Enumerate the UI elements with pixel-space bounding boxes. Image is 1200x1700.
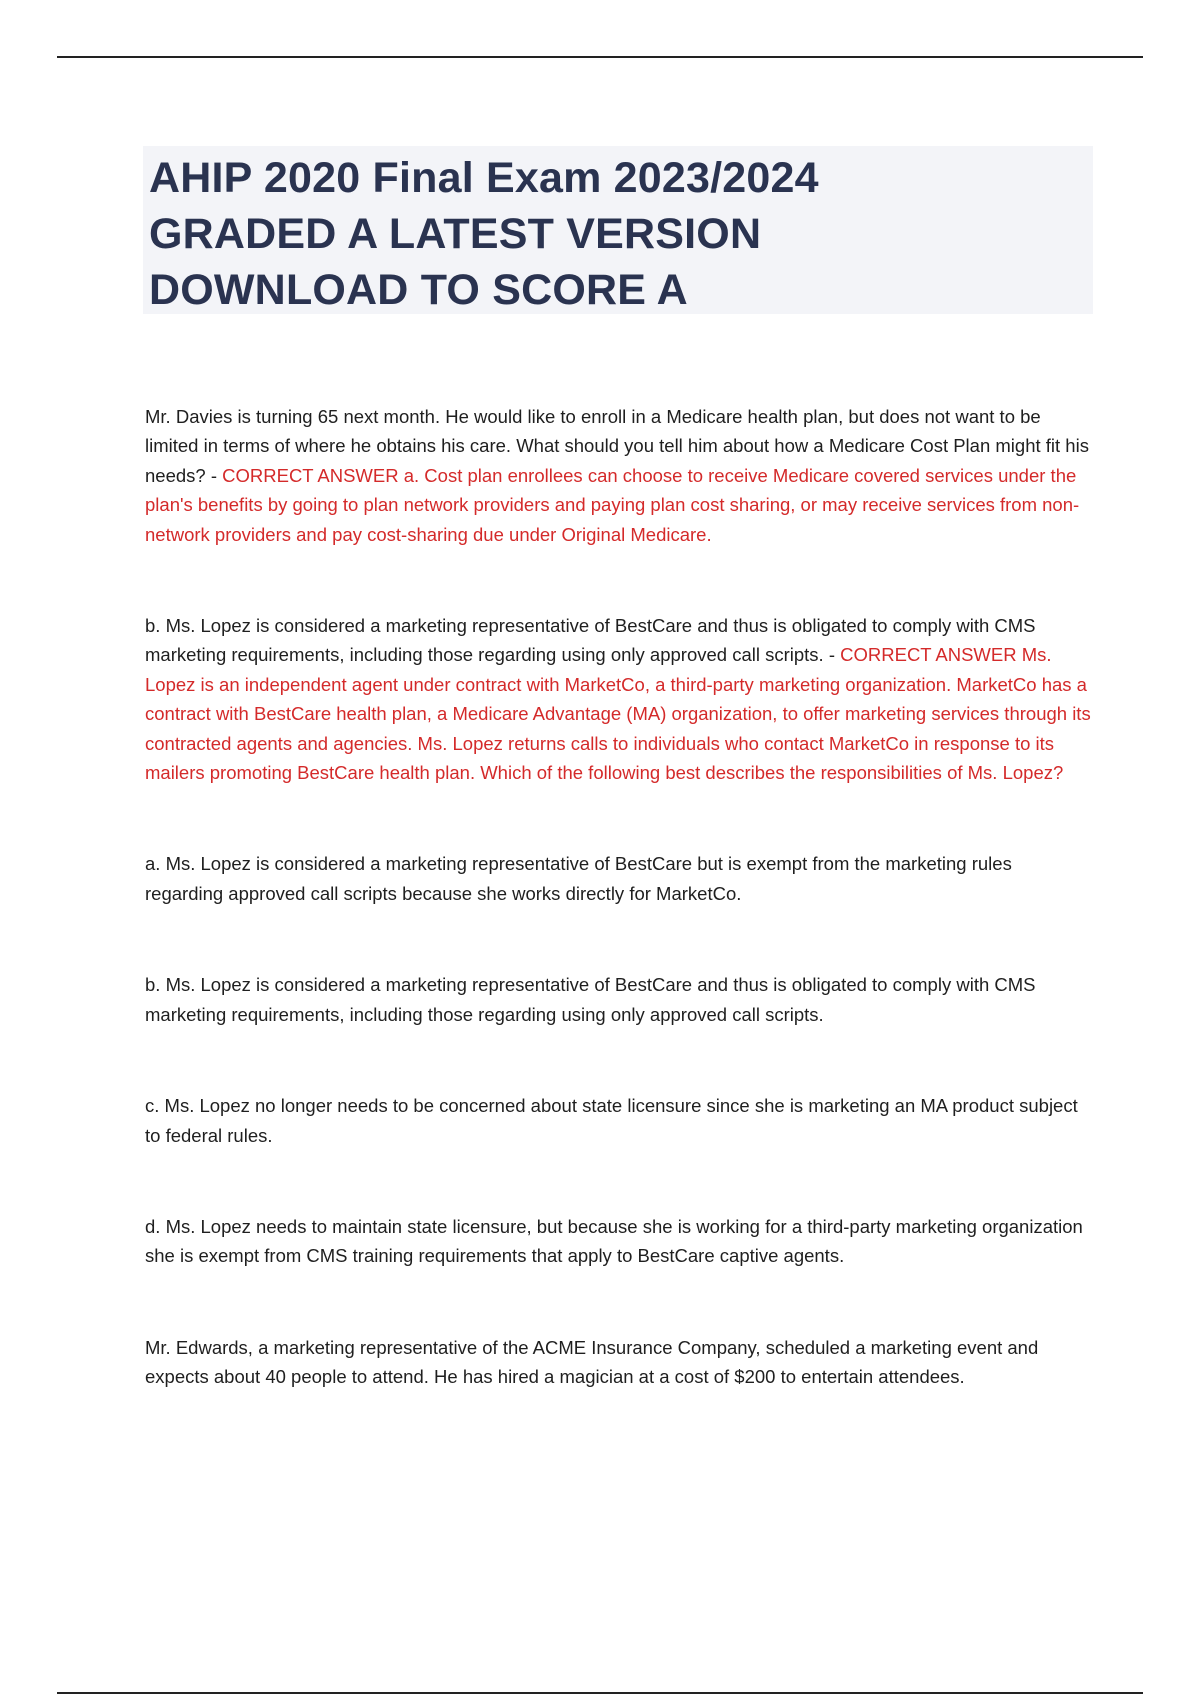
qa-item-1 <box>145 402 1095 549</box>
top-rule <box>57 56 1143 58</box>
document-title <box>149 146 1087 318</box>
title-banner <box>143 146 1093 314</box>
question-text: b. Ms. Lopez is considered a marketing representative of BestCare and thus is obligated to comply with CMS marketing requirements, including those regarding using only approved call scripts. - <box>145 615 1036 666</box>
option-d: d. Ms. Lopez needs to maintain state licensure, but because she is working for a third-party marketing organization she is exempt from CMS training requirements that apply to BestCare captive agents. <box>145 1215 1083 1267</box>
final-question: Mr. Edwards, a marketing representative of the ACME Insurance Company, scheduled a marketing event and expects about 40 people to attend. He has hired a magician at a cost of $200 to entertain attendees. <box>145 1336 1039 1388</box>
title-line-1: AHIP 2020 Final Exam 2023/2024 <box>149 154 819 202</box>
document-body <box>145 402 1095 1392</box>
qa-item-2 <box>145 611 1095 787</box>
title-line-3: DOWNLOAD TO SCORE A <box>149 266 688 314</box>
question-text: Mr. Davies is turning 65 next month. He would like to enroll in a Medicare health plan, but does not want to be limited in terms of where he obtains his care. What should you tell him about how a Medicare Cost Plan might fit his needs? - <box>145 406 1089 486</box>
option-b: b. Ms. Lopez is considered a marketing representative of BestCare and thus is obligated to comply with CMS marketing requirements, including those regarding using only approved call scripts. <box>145 974 1036 1025</box>
option-a: a. Ms. Lopez is considered a marketing representative of BestCare but is exempt from the marketing rules regarding approved call scripts because she works directly for MarketCo. <box>145 853 1012 904</box>
option-c: c. Ms. Lopez no longer needs to be concerned about state licensure since she is marketing an MA product subject to federal rules. <box>145 1095 1078 1146</box>
bottom-rule <box>57 1692 1143 1694</box>
title-line-2: GRADED A LATEST VERSION <box>149 210 762 258</box>
answer-text: CORRECT ANSWER a. Cost plan enrollees can choose to receive Medicare covered services under the plan's benefits by going to plan network providers and paying plan cost sharing, or may receive services from non-network providers and pay cost-sharing due under Original Medicare. <box>145 464 1080 545</box>
answer-text: CORRECT ANSWER Ms. Lopez is an independent agent under contract with MarketCo, a third-party marketing organization. MarketCo has a contract with BestCare health plan, a Medicare Advantage (MA) organization, to offer marketing services through its contracted agents and agencies. Ms. Lopez returns calls to individuals who contact MarketCo in response to its mailers promoting BestCare health plan. Which of the following best describes the responsibilities of Ms. Lopez? <box>145 644 1091 784</box>
